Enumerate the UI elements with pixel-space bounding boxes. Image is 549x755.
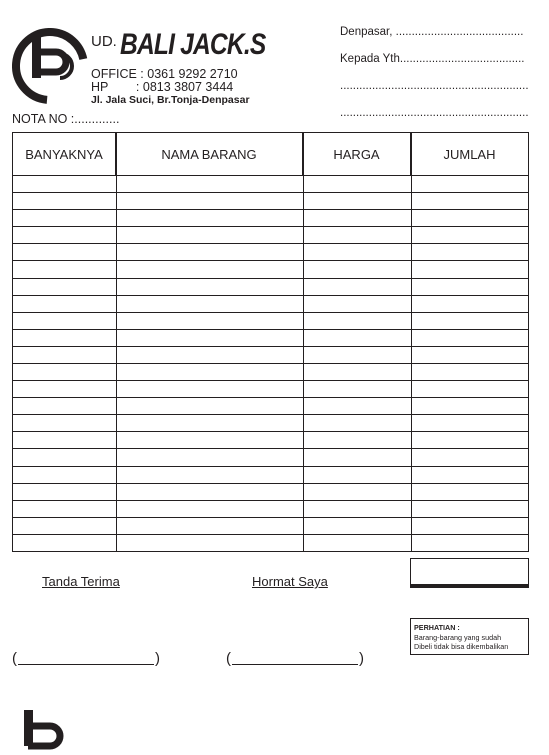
column-divider: [411, 133, 412, 551]
table-row: [13, 278, 528, 279]
table-row: [13, 209, 528, 210]
table-row: [13, 312, 528, 313]
column-header-quantity: BANYAKNYA: [13, 133, 116, 175]
table-row: [13, 346, 528, 347]
table-row: [13, 466, 528, 467]
recipient-address-line-1: ...........................................................: [340, 80, 529, 92]
items-table: [12, 132, 529, 552]
column-divider: [303, 133, 304, 551]
recipient-address-line-2: ...........................................................: [340, 107, 529, 119]
column-divider: [116, 133, 117, 551]
table-row: [13, 483, 528, 484]
table-row: [13, 329, 528, 330]
mobile-phone: HP : 0813 3807 3444: [91, 80, 234, 94]
receiver-signature-label: Tanda Terima: [42, 574, 120, 589]
notice-title: PERHATIAN :: [414, 623, 460, 632]
table-row: [13, 295, 528, 296]
place-date-line: Denpasar, ........................................: [340, 26, 524, 38]
notice-line-1: Barang-barang yang sudah: [414, 632, 502, 642]
table-row: [13, 243, 528, 244]
footer-logo-icon: [22, 710, 66, 755]
invoice-number: NOTA NO :.............: [12, 112, 120, 126]
column-header-item-name: NAMA BARANG: [116, 133, 303, 175]
sender-signature-line: ( ): [226, 650, 364, 667]
column-header-price: HARGA: [303, 133, 411, 175]
grand-total-box: [410, 558, 529, 588]
table-row: [13, 448, 528, 449]
sender-signature-label: Hormat Saya: [252, 574, 328, 589]
column-header-total: JUMLAH: [443, 146, 496, 162]
company-name: BALI JACK.S: [120, 28, 266, 61]
notice-box: [410, 618, 529, 655]
table-row: [13, 260, 528, 261]
table-row: [13, 431, 528, 432]
table-row: [13, 175, 528, 176]
office-phone: OFFICE : 0361 9292 2710: [91, 67, 238, 81]
company-prefix: UD.: [91, 33, 117, 50]
notice-line-2: Dibeli tidak bisa dikembalikan: [414, 642, 509, 651]
table-row: [13, 397, 528, 398]
table-row: [13, 192, 528, 193]
table-row: [13, 500, 528, 501]
recipient-line: Kepada Yth.......................................: [340, 53, 525, 65]
table-row: [13, 414, 528, 415]
table-row: [13, 534, 528, 535]
table-row: [13, 363, 528, 364]
table-row: [13, 517, 528, 518]
table-row: [13, 226, 528, 227]
company-address: Jl. Jala Suci, Br.Tonja-Denpasar: [91, 94, 250, 106]
company-logo-icon: [12, 28, 88, 109]
table-row: [13, 380, 528, 381]
receiver-signature-line: ( ): [12, 650, 160, 667]
